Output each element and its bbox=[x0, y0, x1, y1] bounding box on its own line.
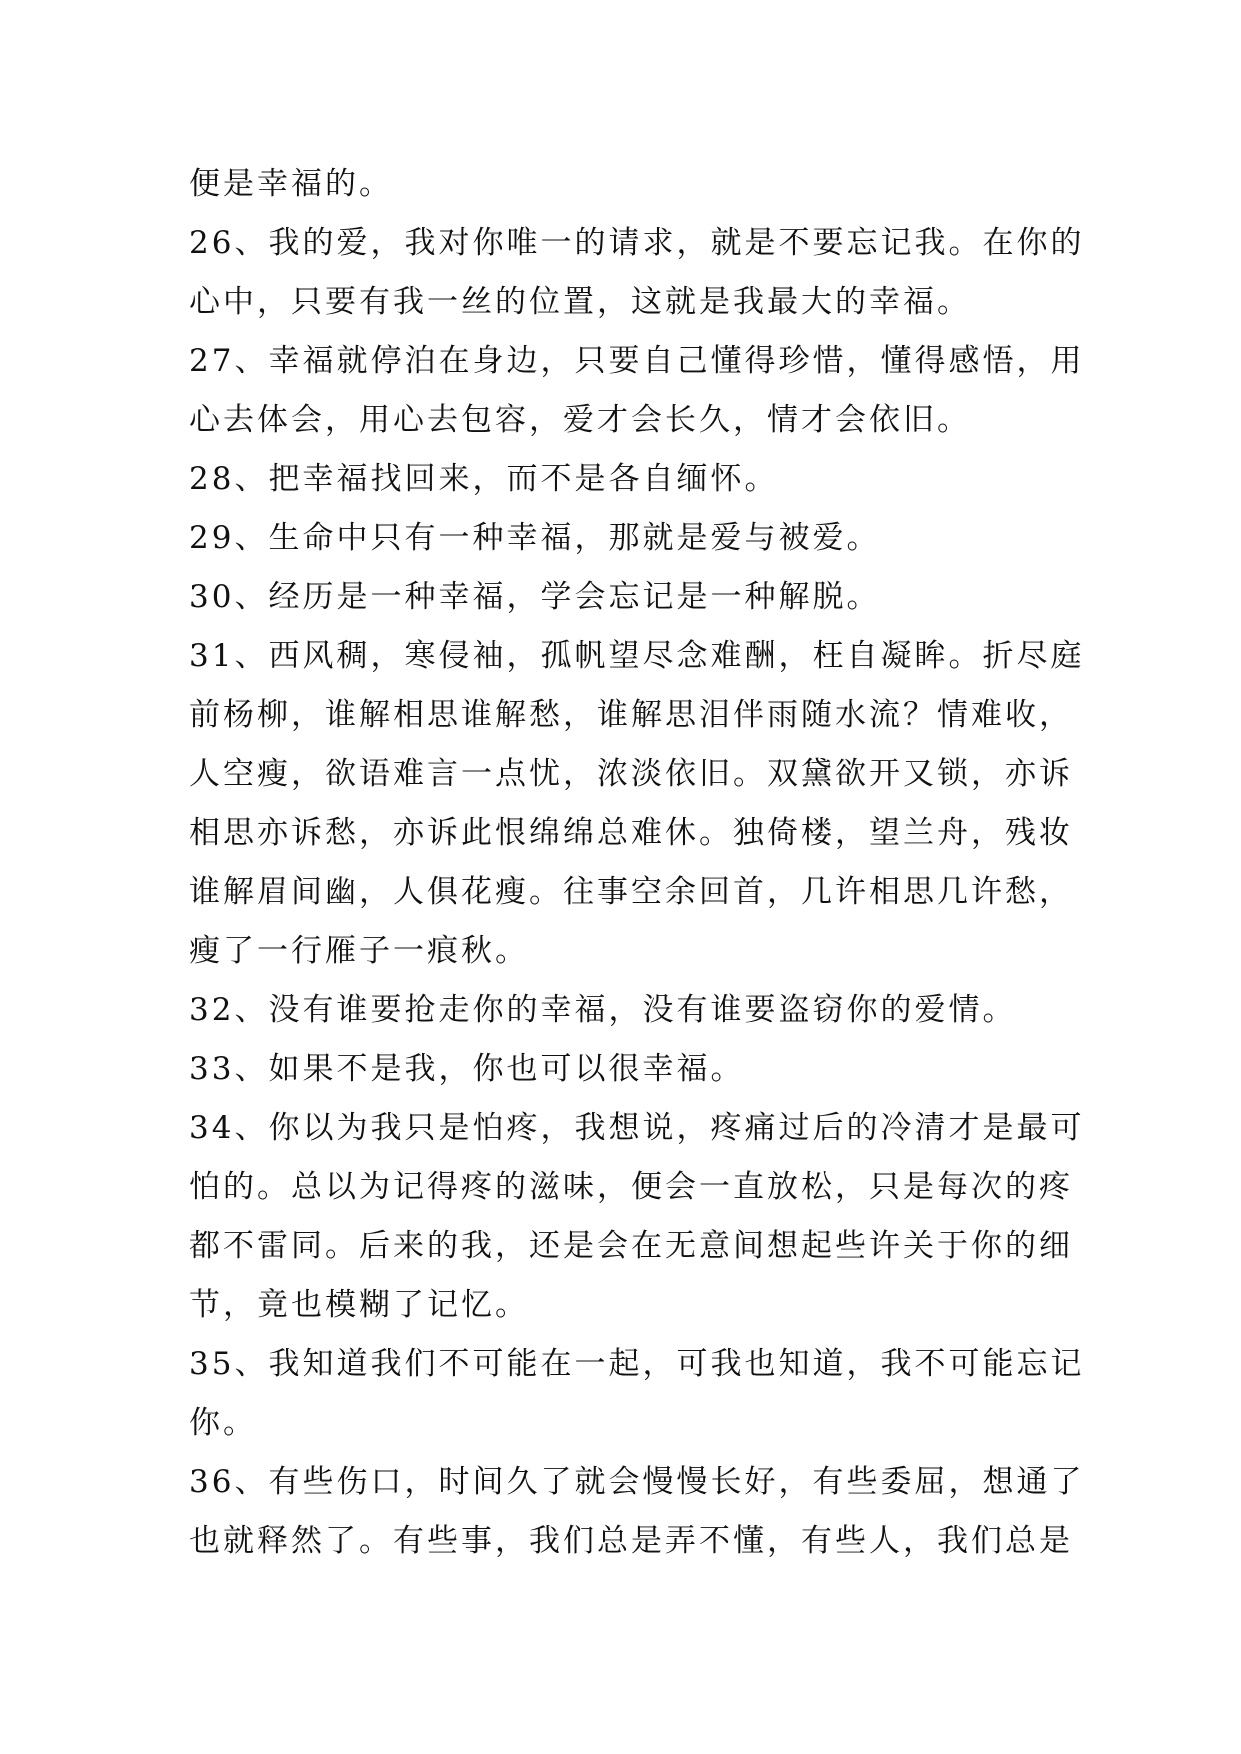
text-line: 前杨柳，谁解相思谁解愁，谁解思泪伴雨随水流？情难收， bbox=[189, 697, 1073, 733]
text-line: 33、如果不是我，你也可以很幸福。 bbox=[189, 1051, 745, 1087]
text-line: 35、我知道我们不可能在一起，可我也知道，我不可能忘记 bbox=[189, 1346, 1085, 1382]
text-line: 瘦了一行雁子一痕秋。 bbox=[189, 933, 529, 969]
text-line: 心去体会，用心去包容，爱才会长久，情才会依旧。 bbox=[189, 402, 971, 438]
text-line: 你。 bbox=[189, 1405, 257, 1441]
text-line: 相思亦诉愁，亦诉此恨绵绵总难休。独倚楼，望兰舟，残妆 bbox=[189, 815, 1073, 851]
text-line: 也就释然了。有些事，我们总是弄不懂，有些人，我们总是 bbox=[189, 1523, 1073, 1559]
text-line: 谁解眉间幽，人俱花瘦。往事空余回首，几许相思几许愁， bbox=[189, 874, 1073, 910]
text-line: 34、你以为我只是怕疼，我想说，疼痛过后的冷清才是最可 bbox=[189, 1110, 1085, 1146]
text-line: 26、我的爱，我对你唯一的请求，就是不要忘记我。在你的 bbox=[189, 225, 1085, 261]
text-line: 32、没有谁要抢走你的幸福，没有谁要盗窃你的爱情。 bbox=[189, 992, 1017, 1028]
text-line: 怕的。总以为记得疼的滋味，便会一直放松，只是每次的疼 bbox=[189, 1169, 1073, 1205]
text-line: 人空瘦，欲语难言一点忧，浓淡依旧。双黛欲开又锁，亦诉 bbox=[189, 756, 1073, 792]
text-line: 36、有些伤口，时间久了就会慢慢长好，有些委屈，想通了 bbox=[189, 1464, 1085, 1500]
text-line: 27、幸福就停泊在身边，只要自己懂得珍惜，懂得感悟，用 bbox=[189, 343, 1085, 379]
text-line: 节，竟也模糊了记忆。 bbox=[189, 1287, 529, 1323]
text-line: 31、西风稠，寒侵袖，孤帆望尽念难酬，枉自凝眸。折尽庭 bbox=[189, 638, 1085, 674]
body-text bbox=[189, 155, 1085, 1571]
text-line: 29、生命中只有一种幸福，那就是爱与被爱。 bbox=[189, 520, 881, 556]
text-line: 28、把幸福找回来，而不是各自缅怀。 bbox=[189, 461, 779, 497]
text-line: 30、经历是一种幸福，学会忘记是一种解脱。 bbox=[189, 579, 881, 615]
text-line: 便是幸福的。 bbox=[189, 166, 393, 202]
text-line: 心中，只要有我一丝的位置，这就是我最大的幸福。 bbox=[189, 284, 971, 320]
text-line: 都不雷同。后来的我，还是会在无意间想起些许关于你的细 bbox=[189, 1228, 1073, 1264]
